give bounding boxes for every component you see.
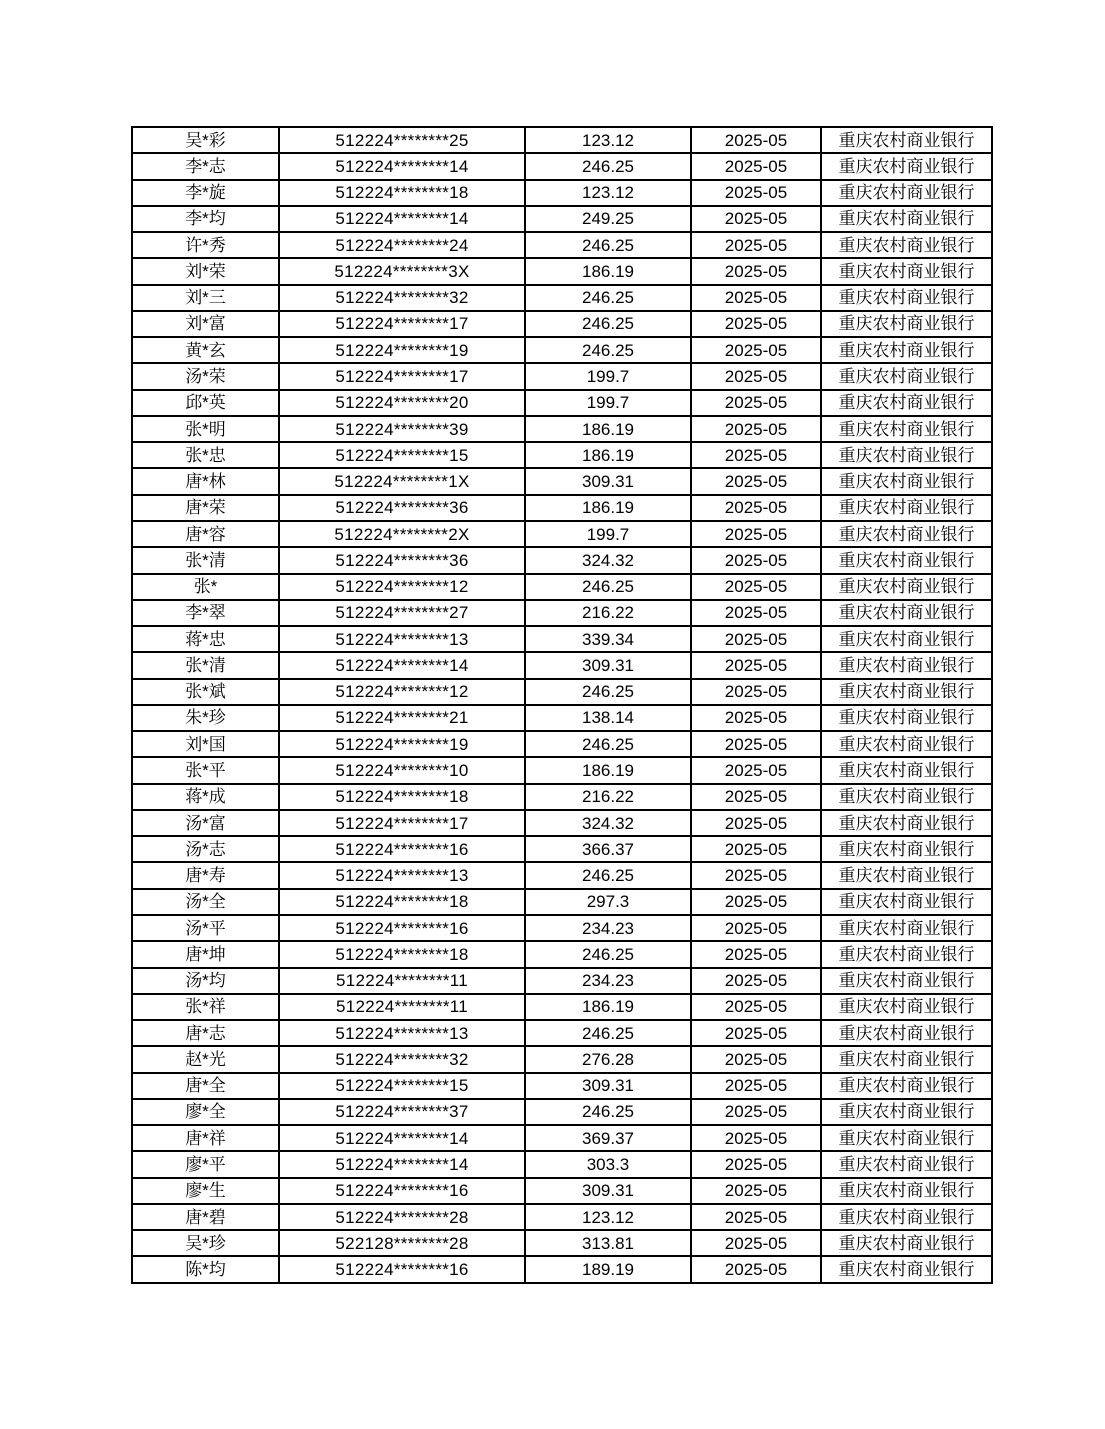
name-cell: 唐*祥	[132, 1125, 279, 1151]
id-cell: 512224********17	[279, 311, 525, 337]
table-row	[132, 731, 992, 757]
name-cell: 汤*全	[132, 889, 279, 915]
name-cell: 李*翠	[132, 600, 279, 626]
amount-cell: 186.19	[525, 442, 691, 468]
amount-cell: 309.31	[525, 468, 691, 494]
id-cell: 512224********18	[279, 180, 525, 206]
table-row	[132, 941, 992, 967]
table-row	[132, 574, 992, 600]
month-cell: 2025-05	[691, 836, 821, 862]
id-cell: 512224********18	[279, 941, 525, 967]
id-cell: 512224********27	[279, 600, 525, 626]
bank-cell: 重庆农村商业银行	[821, 1256, 992, 1283]
name-cell: 张*斌	[132, 679, 279, 705]
table-row	[132, 1046, 992, 1072]
id-cell: 512224********14	[279, 1125, 525, 1151]
month-cell: 2025-05	[691, 547, 821, 573]
id-cell: 512224********11	[279, 968, 525, 994]
name-cell: 刘*富	[132, 311, 279, 337]
table-row	[132, 679, 992, 705]
table-row	[132, 994, 992, 1020]
table-row	[132, 1178, 992, 1204]
amount-cell: 123.12	[525, 1204, 691, 1230]
name-cell: 吴*珍	[132, 1230, 279, 1256]
id-cell: 512224********16	[279, 1256, 525, 1283]
table-row	[132, 968, 992, 994]
bank-cell: 重庆农村商业银行	[821, 547, 992, 573]
amount-cell: 313.81	[525, 1230, 691, 1256]
id-cell: 512224********1X	[279, 468, 525, 494]
month-cell: 2025-05	[691, 600, 821, 626]
bank-cell: 重庆农村商业银行	[821, 889, 992, 915]
id-cell: 512224********12	[279, 574, 525, 600]
table-row	[132, 1230, 992, 1256]
month-cell: 2025-05	[691, 311, 821, 337]
name-cell: 汤*平	[132, 915, 279, 941]
table-row	[132, 1256, 992, 1283]
month-cell: 2025-05	[691, 731, 821, 757]
id-cell: 512224********12	[279, 679, 525, 705]
table-row	[132, 705, 992, 731]
bank-cell: 重庆农村商业银行	[821, 600, 992, 626]
amount-cell: 246.25	[525, 862, 691, 888]
id-cell: 512224********10	[279, 757, 525, 783]
month-cell: 2025-05	[691, 994, 821, 1020]
table-row	[132, 1125, 992, 1151]
name-cell: 汤*志	[132, 836, 279, 862]
table-row	[132, 258, 992, 284]
amount-cell: 186.19	[525, 416, 691, 442]
amount-cell: 246.25	[525, 337, 691, 363]
month-cell: 2025-05	[691, 1046, 821, 1072]
bank-cell: 重庆农村商业银行	[821, 862, 992, 888]
id-cell: 512224********20	[279, 390, 525, 416]
month-cell: 2025-05	[691, 1099, 821, 1125]
bank-cell: 重庆农村商业银行	[821, 180, 992, 206]
name-cell: 李*志	[132, 153, 279, 179]
month-cell: 2025-05	[691, 784, 821, 810]
table-row	[132, 626, 992, 652]
table-row	[132, 810, 992, 836]
amount-cell: 246.25	[525, 1099, 691, 1125]
bank-cell: 重庆农村商业银行	[821, 1178, 992, 1204]
id-cell: 512224********13	[279, 862, 525, 888]
id-cell: 512224********16	[279, 915, 525, 941]
month-cell: 2025-05	[691, 1178, 821, 1204]
table-row	[132, 311, 992, 337]
month-cell: 2025-05	[691, 915, 821, 941]
month-cell: 2025-05	[691, 941, 821, 967]
name-cell: 张*明	[132, 416, 279, 442]
id-cell: 512224********19	[279, 337, 525, 363]
bank-cell: 重庆农村商业银行	[821, 705, 992, 731]
id-cell: 512224********32	[279, 285, 525, 311]
bank-cell: 重庆农村商业银行	[821, 442, 992, 468]
month-cell: 2025-05	[691, 153, 821, 179]
month-cell: 2025-05	[691, 705, 821, 731]
name-cell: 刘*国	[132, 731, 279, 757]
amount-cell: 246.25	[525, 1020, 691, 1046]
amount-cell: 186.19	[525, 495, 691, 521]
id-cell: 512224********39	[279, 416, 525, 442]
name-cell: 吴*彩	[132, 127, 279, 153]
id-cell: 512224********13	[279, 1020, 525, 1046]
amount-cell: 309.31	[525, 1073, 691, 1099]
table-row	[132, 784, 992, 810]
amount-cell: 276.28	[525, 1046, 691, 1072]
id-cell: 512224********21	[279, 705, 525, 731]
month-cell: 2025-05	[691, 810, 821, 836]
table-row	[132, 1073, 992, 1099]
id-cell: 512224********36	[279, 547, 525, 573]
name-cell: 汤*均	[132, 968, 279, 994]
month-cell: 2025-05	[691, 258, 821, 284]
bank-cell: 重庆农村商业银行	[821, 1099, 992, 1125]
amount-cell: 246.25	[525, 941, 691, 967]
bank-cell: 重庆农村商业银行	[821, 626, 992, 652]
id-cell: 512224********14	[279, 1151, 525, 1177]
id-cell: 512224********28	[279, 1204, 525, 1230]
bank-cell: 重庆农村商业银行	[821, 1230, 992, 1256]
bank-cell: 重庆农村商业银行	[821, 941, 992, 967]
id-cell: 512224********36	[279, 495, 525, 521]
amount-cell: 246.25	[525, 311, 691, 337]
id-cell: 512224********11	[279, 994, 525, 1020]
table-row	[132, 600, 992, 626]
month-cell: 2025-05	[691, 285, 821, 311]
month-cell: 2025-05	[691, 363, 821, 389]
name-cell: 张*清	[132, 652, 279, 678]
bank-cell: 重庆农村商业银行	[821, 521, 992, 547]
bank-cell: 重庆农村商业银行	[821, 127, 992, 153]
name-cell: 陈*均	[132, 1256, 279, 1283]
id-cell: 512224********24	[279, 232, 525, 258]
id-cell: 512224********37	[279, 1099, 525, 1125]
table-row	[132, 390, 992, 416]
bank-cell: 重庆农村商业银行	[821, 206, 992, 232]
name-cell: 唐*全	[132, 1073, 279, 1099]
month-cell: 2025-05	[691, 1125, 821, 1151]
month-cell: 2025-05	[691, 390, 821, 416]
name-cell: 蒋*忠	[132, 626, 279, 652]
month-cell: 2025-05	[691, 679, 821, 705]
id-cell: 512224********32	[279, 1046, 525, 1072]
bank-cell: 重庆农村商业银行	[821, 285, 992, 311]
id-cell: 512224********17	[279, 810, 525, 836]
name-cell: 刘*荣	[132, 258, 279, 284]
table-row	[132, 363, 992, 389]
month-cell: 2025-05	[691, 206, 821, 232]
bank-cell: 重庆农村商业银行	[821, 1125, 992, 1151]
month-cell: 2025-05	[691, 416, 821, 442]
name-cell: 廖*生	[132, 1178, 279, 1204]
name-cell: 朱*珍	[132, 705, 279, 731]
name-cell: 汤*富	[132, 810, 279, 836]
name-cell: 唐*林	[132, 468, 279, 494]
id-cell: 512224********25	[279, 127, 525, 153]
bank-cell: 重庆农村商业银行	[821, 416, 992, 442]
table-row	[132, 180, 992, 206]
month-cell: 2025-05	[691, 180, 821, 206]
bank-cell: 重庆农村商业银行	[821, 153, 992, 179]
month-cell: 2025-05	[691, 232, 821, 258]
id-cell: 512224********16	[279, 1178, 525, 1204]
table-row	[132, 521, 992, 547]
month-cell: 2025-05	[691, 1020, 821, 1046]
name-cell: 李*均	[132, 206, 279, 232]
name-cell: 唐*碧	[132, 1204, 279, 1230]
amount-cell: 249.25	[525, 206, 691, 232]
table-row	[132, 836, 992, 862]
bank-cell: 重庆农村商业银行	[821, 1046, 992, 1072]
bank-cell: 重庆农村商业银行	[821, 836, 992, 862]
bank-cell: 重庆农村商业银行	[821, 337, 992, 363]
month-cell: 2025-05	[691, 442, 821, 468]
amount-cell: 339.34	[525, 626, 691, 652]
month-cell: 2025-05	[691, 757, 821, 783]
table-row	[132, 1204, 992, 1230]
table-row	[132, 153, 992, 179]
amount-cell: 246.25	[525, 731, 691, 757]
bank-cell: 重庆农村商业银行	[821, 1151, 992, 1177]
amount-cell: 246.25	[525, 153, 691, 179]
table-row	[132, 652, 992, 678]
table-row	[132, 915, 992, 941]
month-cell: 2025-05	[691, 1151, 821, 1177]
table-body	[132, 127, 992, 1283]
amount-cell: 186.19	[525, 258, 691, 284]
id-cell: 512224********15	[279, 442, 525, 468]
amount-cell: 324.32	[525, 810, 691, 836]
month-cell: 2025-05	[691, 521, 821, 547]
id-cell: 512224********14	[279, 153, 525, 179]
bank-cell: 重庆农村商业银行	[821, 757, 992, 783]
name-cell: 张*清	[132, 547, 279, 573]
bank-cell: 重庆农村商业银行	[821, 731, 992, 757]
id-cell: 512224********18	[279, 784, 525, 810]
table-row	[132, 337, 992, 363]
name-cell: 唐*荣	[132, 495, 279, 521]
amount-cell: 199.7	[525, 521, 691, 547]
month-cell: 2025-05	[691, 652, 821, 678]
id-cell: 512224********16	[279, 836, 525, 862]
month-cell: 2025-05	[691, 1256, 821, 1283]
amount-cell: 123.12	[525, 127, 691, 153]
bank-cell: 重庆农村商业银行	[821, 232, 992, 258]
amount-cell: 246.25	[525, 679, 691, 705]
bank-cell: 重庆农村商业银行	[821, 363, 992, 389]
bank-cell: 重庆农村商业银行	[821, 784, 992, 810]
id-cell: 522128********28	[279, 1230, 525, 1256]
amount-cell: 309.31	[525, 652, 691, 678]
month-cell: 2025-05	[691, 574, 821, 600]
amount-cell: 186.19	[525, 994, 691, 1020]
bank-cell: 重庆农村商业银行	[821, 915, 992, 941]
id-cell: 512224********13	[279, 626, 525, 652]
month-cell: 2025-05	[691, 1073, 821, 1099]
bank-cell: 重庆农村商业银行	[821, 1073, 992, 1099]
table-row	[132, 889, 992, 915]
amount-cell: 199.7	[525, 390, 691, 416]
table-row	[132, 547, 992, 573]
month-cell: 2025-05	[691, 1204, 821, 1230]
amount-cell: 366.37	[525, 836, 691, 862]
month-cell: 2025-05	[691, 968, 821, 994]
amount-cell: 297.3	[525, 889, 691, 915]
amount-cell: 246.25	[525, 574, 691, 600]
name-cell: 汤*荣	[132, 363, 279, 389]
name-cell: 唐*寿	[132, 862, 279, 888]
amount-cell: 309.31	[525, 1178, 691, 1204]
amount-cell: 246.25	[525, 232, 691, 258]
month-cell: 2025-05	[691, 468, 821, 494]
name-cell: 张*	[132, 574, 279, 600]
month-cell: 2025-05	[691, 626, 821, 652]
month-cell: 2025-05	[691, 862, 821, 888]
table-row	[132, 468, 992, 494]
id-cell: 512224********14	[279, 206, 525, 232]
amount-cell: 138.14	[525, 705, 691, 731]
amount-cell: 189.19	[525, 1256, 691, 1283]
id-cell: 512224********19	[279, 731, 525, 757]
name-cell: 廖*平	[132, 1151, 279, 1177]
bank-cell: 重庆农村商业银行	[821, 994, 992, 1020]
bank-cell: 重庆农村商业银行	[821, 679, 992, 705]
amount-cell: 303.3	[525, 1151, 691, 1177]
id-cell: 512224********2X	[279, 521, 525, 547]
bank-cell: 重庆农村商业银行	[821, 652, 992, 678]
table-row	[132, 206, 992, 232]
name-cell: 唐*坤	[132, 941, 279, 967]
id-cell: 512224********14	[279, 652, 525, 678]
bank-cell: 重庆农村商业银行	[821, 968, 992, 994]
table-row	[132, 1099, 992, 1125]
name-cell: 黄*玄	[132, 337, 279, 363]
id-cell: 512224********18	[279, 889, 525, 915]
name-cell: 许*秀	[132, 232, 279, 258]
month-cell: 2025-05	[691, 1230, 821, 1256]
month-cell: 2025-05	[691, 337, 821, 363]
name-cell: 李*旋	[132, 180, 279, 206]
bank-cell: 重庆农村商业银行	[821, 1204, 992, 1230]
amount-cell: 199.7	[525, 363, 691, 389]
table-row	[132, 442, 992, 468]
name-cell: 邱*英	[132, 390, 279, 416]
id-cell: 512224********17	[279, 363, 525, 389]
amount-cell: 216.22	[525, 600, 691, 626]
name-cell: 蒋*成	[132, 784, 279, 810]
id-cell: 512224********15	[279, 1073, 525, 1099]
bank-cell: 重庆农村商业银行	[821, 468, 992, 494]
amount-cell: 369.37	[525, 1125, 691, 1151]
bank-cell: 重庆农村商业银行	[821, 390, 992, 416]
name-cell: 唐*志	[132, 1020, 279, 1046]
table-row	[132, 285, 992, 311]
bank-cell: 重庆农村商业银行	[821, 810, 992, 836]
month-cell: 2025-05	[691, 495, 821, 521]
amount-cell: 324.32	[525, 547, 691, 573]
bank-cell: 重庆农村商业银行	[821, 1020, 992, 1046]
name-cell: 廖*全	[132, 1099, 279, 1125]
month-cell: 2025-05	[691, 127, 821, 153]
table-row	[132, 232, 992, 258]
name-cell: 张*忠	[132, 442, 279, 468]
name-cell: 唐*容	[132, 521, 279, 547]
amount-cell: 246.25	[525, 285, 691, 311]
name-cell: 张*平	[132, 757, 279, 783]
amount-cell: 216.22	[525, 784, 691, 810]
table-row	[132, 862, 992, 888]
bank-cell: 重庆农村商业银行	[821, 311, 992, 337]
amount-cell: 234.23	[525, 915, 691, 941]
bank-cell: 重庆农村商业银行	[821, 258, 992, 284]
amount-cell: 123.12	[525, 180, 691, 206]
id-cell: 512224********3X	[279, 258, 525, 284]
name-cell: 张*祥	[132, 994, 279, 1020]
amount-cell: 234.23	[525, 968, 691, 994]
name-cell: 刘*三	[132, 285, 279, 311]
amount-cell: 186.19	[525, 757, 691, 783]
bank-cell: 重庆农村商业银行	[821, 574, 992, 600]
payment-table	[131, 126, 993, 1284]
table-row	[132, 1020, 992, 1046]
table-row	[132, 757, 992, 783]
table-row	[132, 495, 992, 521]
bank-cell: 重庆农村商业银行	[821, 495, 992, 521]
month-cell: 2025-05	[691, 889, 821, 915]
table-row	[132, 1151, 992, 1177]
table-row	[132, 127, 992, 153]
table-row	[132, 416, 992, 442]
name-cell: 赵*光	[132, 1046, 279, 1072]
